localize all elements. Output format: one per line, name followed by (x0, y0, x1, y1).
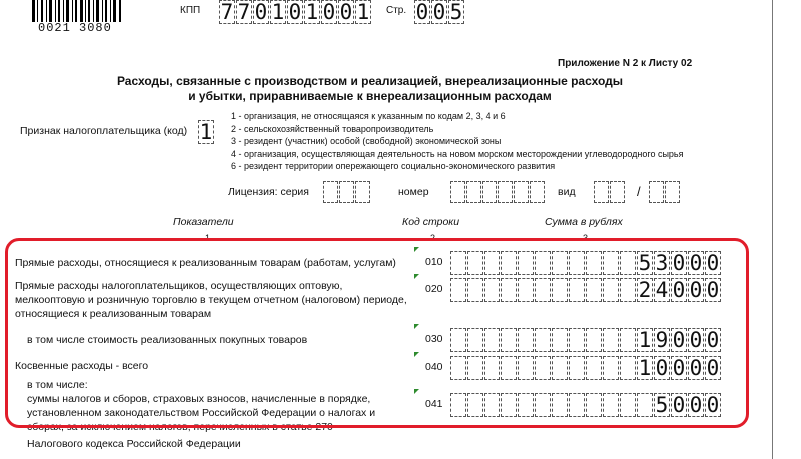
footer-text: Налогового кодекса Российской Федерации (27, 438, 241, 450)
license-type-2-cell (665, 181, 680, 203)
row-010-tick (414, 247, 419, 252)
row-040-sum-field[interactable] (450, 356, 722, 380)
kpp-digit-cell: 7 (220, 0, 234, 24)
row-040-digit-cell: 0 (689, 356, 703, 380)
row-040-digit-cell: 0 (672, 356, 686, 380)
row-010-digit-cell (552, 251, 568, 275)
row-030-digit-cell: 0 (672, 328, 686, 352)
kpp-digit-cell: 0 (254, 0, 268, 24)
taxpayer-label: Признак налогоплательщика (код) (20, 125, 188, 137)
license-type-1-cell (610, 181, 625, 203)
row-020-digit-cell (501, 278, 517, 302)
row-041-digit-cell (637, 393, 653, 417)
form-title-line2: и убытки, приравниваемые к внереализационным расходам (188, 89, 552, 103)
kpp-digit-cell: 0 (288, 0, 302, 24)
col-number-1: 1 (205, 233, 211, 243)
row-030-digit-cell (569, 328, 585, 352)
barcode-graphic (28, 0, 128, 22)
row-040-digit-cell: 0 (706, 356, 720, 380)
barcode (28, 0, 128, 22)
row-010-digit-cell: 3 (655, 251, 669, 275)
license-type-label: вид (558, 186, 576, 198)
row-041-digit-cell: 5 (655, 393, 669, 417)
row-030-label: в том числе стоимость реализованных покупных товаров (27, 334, 308, 346)
kpp-digit-cell: 1 (271, 0, 285, 24)
row-041-sum-field[interactable] (450, 393, 722, 417)
barcode-number: 0021 3080 (38, 21, 112, 35)
row-010-digit-cell: 0 (689, 251, 703, 275)
row-040-label: Косвенные расходы - всего (15, 360, 149, 372)
license-number-cell (482, 181, 497, 203)
row-020-digit-cell: 0 (689, 278, 703, 302)
row-040-digit-cell (552, 356, 568, 380)
row-020-digit-cell (535, 278, 551, 302)
license-type-1-cell (594, 181, 609, 203)
form-title-line1: Расходы, связанные с производством и реализацией, внереализационные расходы (116, 74, 624, 88)
row-030-digit-cell (620, 328, 636, 352)
license-number-cell (466, 181, 481, 203)
code-legend (231, 110, 684, 173)
row-040-digit-cell (501, 356, 517, 380)
row-041-digit-cell (467, 393, 483, 417)
license-number-cell (514, 181, 529, 203)
row-010-sum-field[interactable] (450, 251, 722, 275)
code-legend-item: 3 - резидент (участник) особой (свободной) экономической зоны (231, 136, 502, 147)
row-010-digit-cell (467, 251, 483, 275)
row-020-digit-cell (603, 278, 619, 302)
row-010-code: 010 (425, 256, 443, 268)
row-010-digit-cell (586, 251, 602, 275)
license-series-cell (323, 181, 338, 203)
license-series-cell (355, 181, 370, 203)
row-041-digit-cell: 0 (672, 393, 686, 417)
row-041-label: суммы налогов и сборов, страховых взносов, начисленные в порядке, установленном законодательством Российской Федерации о налогах и сборах, за исключением налогов, перечисленных в статье 270 (27, 393, 376, 433)
row-020-digit-cell (552, 278, 568, 302)
license-series-field[interactable] (323, 181, 371, 203)
row-041-tick (414, 389, 419, 394)
col-header-line-code: Код строки (402, 216, 460, 228)
row-030-digit-cell (535, 328, 551, 352)
row-020-digit-cell: 0 (672, 278, 686, 302)
row-010-digit-cell (501, 251, 517, 275)
row-030-digit-cell: 1 (638, 328, 652, 352)
row-030-digit-cell: 0 (706, 328, 720, 352)
kpp-label: КПП (180, 5, 201, 16)
col-header-sum: Сумма в рублях (545, 216, 623, 228)
license-number-label: номер (398, 186, 429, 198)
row-040-digit-cell (450, 356, 466, 380)
page-edge-line (772, 0, 773, 459)
license-series-cell (339, 181, 354, 203)
row-040-digit-cell (586, 356, 602, 380)
row-010-digit-cell: 0 (706, 251, 720, 275)
row-041-digit-cell (586, 393, 602, 417)
row-010-digit-cell (450, 251, 466, 275)
kpp-field (219, 0, 372, 24)
row-030-digit-cell (484, 328, 500, 352)
code-legend-item: 6 - резидент территории опережающего социально-экономического развития (231, 161, 556, 172)
page-field (414, 0, 465, 24)
license-series-label: Лицензия: серия (228, 186, 309, 198)
license-type-2-cell (649, 181, 664, 203)
row-040-digit-cell: 1 (638, 356, 652, 380)
row-030-digit-cell (552, 328, 568, 352)
row-030-digit-cell (586, 328, 602, 352)
license-number-field[interactable] (450, 181, 546, 203)
row-041-digit-cell: 0 (689, 393, 703, 417)
row-020-tick (414, 274, 419, 279)
row-020-digit-cell (467, 278, 483, 302)
row-041-digit-cell (535, 393, 551, 417)
kpp-digit-cell: 0 (322, 0, 336, 24)
taxpayer-code-field[interactable] (198, 120, 215, 144)
row-030-digit-cell (450, 328, 466, 352)
taxpayer-code-digit-cell: 1 (199, 120, 213, 144)
row-041-code: 041 (425, 398, 443, 410)
row-010-digit-cell (535, 251, 551, 275)
row-041-digit-cell (484, 393, 500, 417)
page-digit-cell: 0 (415, 0, 429, 24)
license-type-field-2[interactable] (649, 181, 681, 203)
row-041-digit-cell (620, 393, 636, 417)
license-number-cell (450, 181, 465, 203)
row-041-digit-cell (603, 393, 619, 417)
row-020-digit-cell: 2 (638, 278, 652, 302)
col-header-indicators: Показатели (173, 216, 234, 228)
row-010-digit-cell (603, 251, 619, 275)
row-020-digit-cell (620, 278, 636, 302)
code-legend-item: 4 - организация, осуществляющая деятельность на новом морском месторождении углеводородного сырья (231, 148, 684, 159)
license-number-cell (498, 181, 513, 203)
code-legend-item: 1 - организация, не относящаяся к указанным по кодам 2, 3, 4 и 6 (231, 111, 506, 121)
row-010-digit-cell: 5 (638, 251, 652, 275)
row-041-digit-cell (569, 393, 585, 417)
row-040-tick (414, 352, 419, 357)
row-030-digit-cell: 0 (689, 328, 703, 352)
row-020-digit-cell: 0 (706, 278, 720, 302)
kpp-digit-cell: 1 (305, 0, 319, 24)
row-020-digit-cell (518, 278, 534, 302)
row-041-digit-cell (552, 393, 568, 417)
row-030-digit-cell (603, 328, 619, 352)
page-digit-cell: 0 (432, 0, 446, 24)
row-040-digit-cell (518, 356, 534, 380)
row-020-sum-field[interactable] (450, 278, 722, 302)
row-020-digit-cell (450, 278, 466, 302)
row-020-digit-cell: 4 (655, 278, 669, 302)
row-020-digit-cell (586, 278, 602, 302)
row-020-digit-cell (484, 278, 500, 302)
page-label: Стр. (386, 5, 407, 16)
row-030-code: 030 (425, 333, 443, 345)
row-040-code: 040 (425, 361, 443, 373)
row-010-digit-cell: 0 (672, 251, 686, 275)
row-020-label: Прямые расходы налогоплательщиков, осуществляющих оптовую, мелкооптовую и розничную торговлю в текущем отчетном (налоговом) периоде, относящиеся к реализованным товарам (15, 280, 407, 320)
row-030-digit-cell: 9 (655, 328, 669, 352)
row-030-sum-field[interactable] (450, 328, 722, 352)
row-010-digit-cell (569, 251, 585, 275)
row-010-digit-cell (620, 251, 636, 275)
row-040-digit-cell (569, 356, 585, 380)
row-030-tick (414, 324, 419, 329)
license-type-field-1[interactable] (594, 181, 626, 203)
kpp-digit-cell: 1 (356, 0, 370, 24)
col-number-3: 3 (583, 233, 589, 243)
row-040-digit-cell (603, 356, 619, 380)
row-020-code: 020 (425, 283, 443, 295)
row-041-digit-cell (501, 393, 517, 417)
row-030-digit-cell (467, 328, 483, 352)
row-010-label: Прямые расходы, относящиеся к реализованным товарам (работам, услугам) (15, 257, 396, 269)
row-040-digit-cell (484, 356, 500, 380)
row-030-digit-cell (501, 328, 517, 352)
kpp-digit-cell: 0 (339, 0, 353, 24)
row-040-digit-cell (467, 356, 483, 380)
code-legend-item: 2 - сельскохозяйственный товаропроизводитель (231, 123, 434, 134)
row-040-digit-cell (535, 356, 551, 380)
row-041-digit-cell (518, 393, 534, 417)
row-041-digit-cell: 0 (706, 393, 720, 417)
license-slash: / (637, 184, 641, 199)
license-number-cell (530, 181, 545, 203)
page-digit-cell: 5 (449, 0, 463, 24)
row-010-digit-cell (518, 251, 534, 275)
row-041-prefix: в том числе: (27, 379, 88, 391)
row-040-digit-cell: 0 (655, 356, 669, 380)
row-010-digit-cell (484, 251, 500, 275)
row-030-digit-cell (518, 328, 534, 352)
row-040-digit-cell (620, 356, 636, 380)
row-041-digit-cell (450, 393, 466, 417)
row-020-digit-cell (569, 278, 585, 302)
appendix-label: Приложение N 2 к Листу 02 (558, 58, 693, 69)
kpp-digit-cell: 7 (237, 0, 251, 24)
col-number-2: 2 (430, 233, 436, 243)
